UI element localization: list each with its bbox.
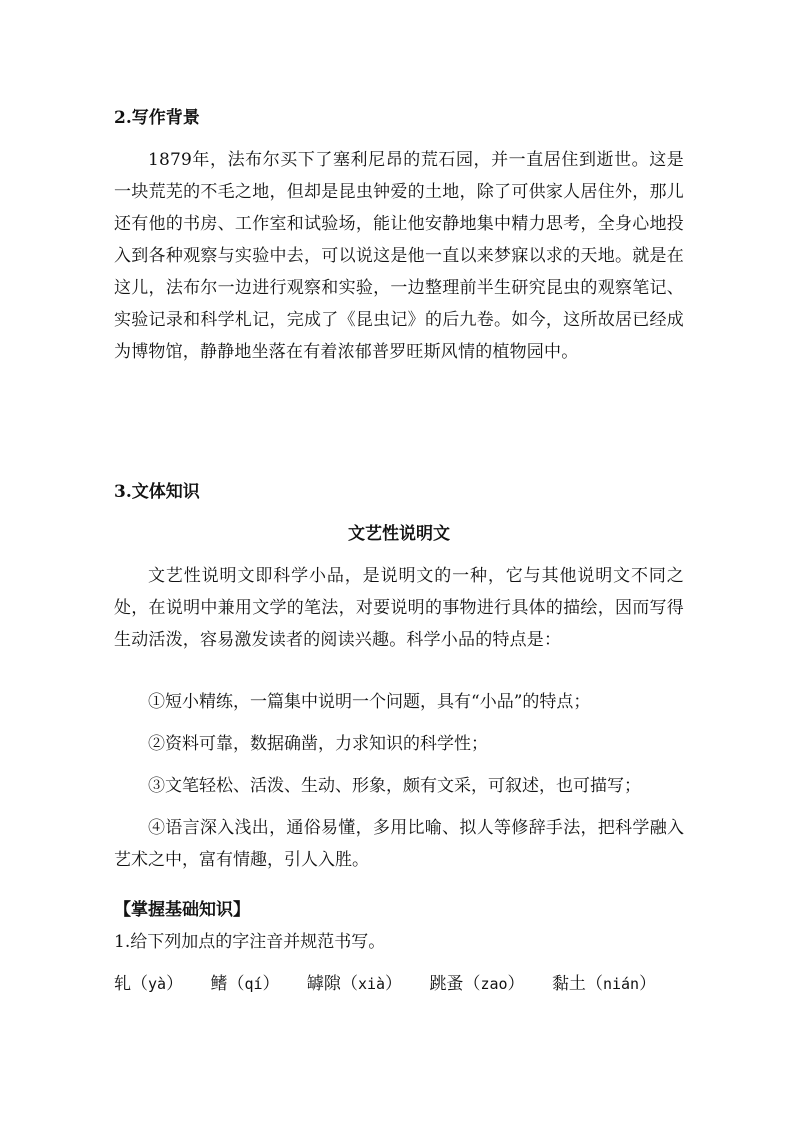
section-heading-writing-background: 2.写作背景 bbox=[114, 108, 200, 128]
pinyin-item: 鳍（qí） bbox=[210, 974, 280, 994]
pinyin-item: 罅隙（xià） bbox=[306, 974, 403, 994]
pinyin-reading: yà bbox=[148, 975, 167, 993]
pinyin-reading: qí bbox=[244, 975, 263, 993]
pinyin-word: 跳蚤 bbox=[429, 974, 464, 994]
pinyin-item: 黏土（nián） bbox=[551, 974, 657, 994]
pinyin-word: 轧 bbox=[114, 974, 131, 994]
pinyin-reading: xià bbox=[357, 975, 386, 993]
feature-item: ③文笔轻松、活泼、生动、形象，颇有文采，可叙述，也可描写； bbox=[148, 776, 641, 796]
pinyin-word: 黏土 bbox=[551, 974, 586, 994]
pinyin-word: 罅隙 bbox=[306, 974, 341, 994]
pinyin-item: 轧（yà） bbox=[114, 974, 184, 994]
pinyin-reading: zao bbox=[480, 975, 508, 993]
feature-item: ②资料可靠，数据确凿，力求知识的科学性； bbox=[148, 734, 488, 754]
genre-intro-paragraph: 文艺性说明文即科学小品，是说明文的一种，它与其他说明文不同之处，在说明中兼用文学的笔法，对要说明的事物进行具体的描绘，因而写得生动活泼，容易激发读者的阅读兴趣。科学小品的特点是： bbox=[114, 566, 684, 650]
basics-question: 1.给下列加点的字注音并规范书写。 bbox=[114, 932, 386, 952]
pinyin-item: 跳蚤（zao） bbox=[429, 974, 525, 994]
pinyin-word: 鳍 bbox=[210, 974, 228, 994]
writing-background-paragraph: 1879年，法布尔买下了塞利尼昂的荒石园，并一直居住到逝世。这是一块荒芜的不毛之地，但却是昆虫钟爱的土地，除了可供家人居住外，那儿还有他的书房、工作室和试验场，能让他安静地集中精力思考，全身心地投入到各种观察与实验中去，可以说这是他一直以来梦寐以求的天地。就是在这儿，法布尔一边进行观察和实验，一边整理前半生研究昆虫的观察笔记、实验记录和科学札记，完成了《昆虫记》的后九卷。如今，这所故居已经成为博物馆，静静地坐落在有着浓郁普罗旺斯风情的植物园中。 bbox=[114, 150, 684, 362]
basics-heading: 【掌握基础知识】 bbox=[114, 900, 250, 920]
feature-item: ④语言深入浅出，通俗易懂，多用比喻、拟人等修辞手法，把科学融入艺术之中，富有情趣，引人入胜。 bbox=[114, 818, 684, 870]
pinyin-reading: nián bbox=[602, 975, 640, 993]
section-heading-genre-knowledge: 3.文体知识 bbox=[114, 482, 200, 502]
feature-item: ①短小精练，一篇集中说明一个问题，具有“小品”的特点； bbox=[148, 692, 591, 712]
pinyin-row bbox=[114, 968, 684, 1000]
genre-title: 文艺性说明文 bbox=[348, 524, 450, 544]
